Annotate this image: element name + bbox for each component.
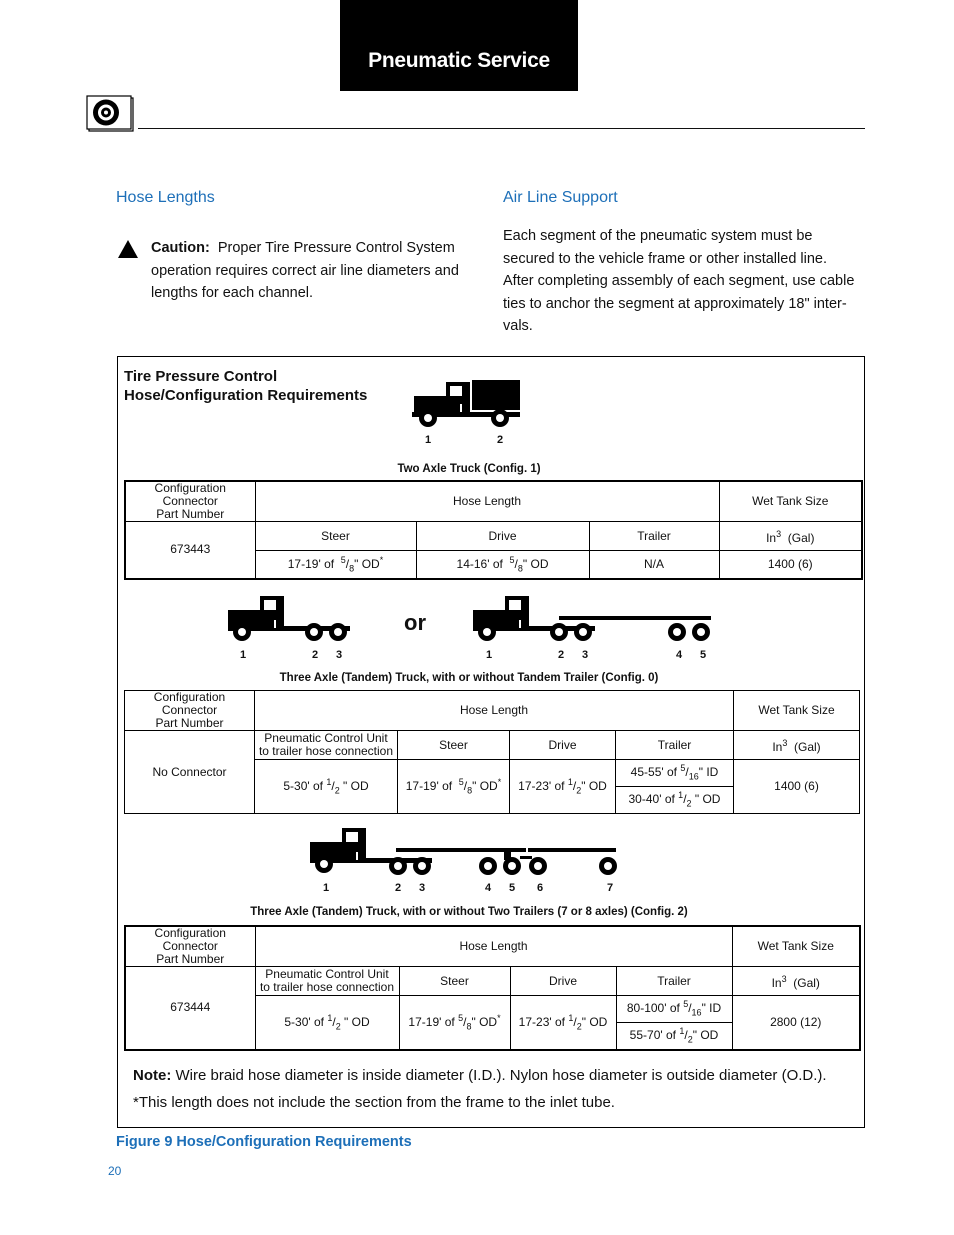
note xyxy=(133,1067,858,1084)
header-connector-line-1: Configuration Connector xyxy=(154,481,226,508)
frac-num: 1 xyxy=(567,776,573,787)
frac-num: 5 xyxy=(683,999,689,1010)
frac-den: 8 xyxy=(466,1020,472,1031)
wet-tank-size: 1400 (6) xyxy=(719,551,862,579)
pcu-len: 5-30' of xyxy=(284,1014,324,1029)
tractor-two-trailers-diagram xyxy=(308,826,623,878)
trailer-length-2 xyxy=(616,1023,732,1050)
footnote-mark: * xyxy=(379,554,384,565)
axle-label: 6 xyxy=(537,882,544,894)
air-line-3: After completing assembly of each segment, use cable xyxy=(503,273,855,289)
header-steer: Steer xyxy=(398,731,510,760)
axle-label: 4 xyxy=(485,882,492,894)
frac-num: 5 xyxy=(509,554,515,565)
part-number: 673444 xyxy=(125,967,255,1050)
frac-slash: / xyxy=(685,765,689,780)
steer-len: 17-19' of xyxy=(405,778,453,793)
frac-den: 2 xyxy=(576,1020,582,1031)
header-unit xyxy=(734,731,860,760)
frac-slash: / xyxy=(688,1001,692,1016)
unit-exp: 3 xyxy=(781,973,787,984)
header-unit xyxy=(732,967,860,996)
unit-gal: (Gal) xyxy=(794,739,821,754)
config1-caption: Two Axle Truck (Config. 1) xyxy=(397,463,541,475)
header-drive: Drive xyxy=(510,967,616,996)
drive-length xyxy=(416,551,589,579)
header-connector-line-2: Part Number xyxy=(156,952,225,966)
header-pcu xyxy=(255,731,398,760)
header-wet-tank: Wet Tank Size xyxy=(719,481,862,522)
config1-table xyxy=(124,480,863,580)
header-wet-tank: Wet Tank Size xyxy=(734,691,860,731)
frac-den: 2 xyxy=(334,785,340,796)
frac-slash: / xyxy=(514,556,518,571)
drive-unit: " OD xyxy=(522,556,549,571)
trailer-unit-2: " OD xyxy=(691,792,721,807)
header-hose-length: Hose Length xyxy=(255,926,732,967)
header-connector-line-1: Configuration Connector xyxy=(154,926,226,953)
header-connector-line-2: Part Number xyxy=(155,716,224,730)
frac-slash: / xyxy=(331,778,335,793)
frac-num: 5 xyxy=(680,763,686,774)
pcu-unit: " OD xyxy=(339,778,369,793)
unit-gal: (Gal) xyxy=(793,975,820,990)
tractor-tandem-trailer-diagram xyxy=(471,594,716,644)
pcu-len: 5-30' of xyxy=(283,778,323,793)
frac-num: 1 xyxy=(327,1012,333,1023)
header-pcu-line-1: Pneumatic Control Unit xyxy=(264,731,388,745)
frac-den: 2 xyxy=(576,785,582,796)
pcu-length xyxy=(255,996,399,1050)
header-trailer: Trailer xyxy=(616,967,732,996)
or-label: or xyxy=(404,610,426,635)
axle-label: 4 xyxy=(676,649,683,661)
three-axle-tractor-diagram xyxy=(226,594,354,644)
air-line-4: ties to anchor the segment at approximately 18" inter- xyxy=(503,295,847,312)
caution-icon xyxy=(118,240,138,258)
note-text: Wire braid hose diameter is inside diameter (I.D.). Nylon hose diameter is outside diameter (O.D.). xyxy=(175,1067,827,1084)
config2-table xyxy=(124,925,861,1051)
axle-label: 3 xyxy=(582,649,589,661)
header-connector-line-1: Configuration Connector xyxy=(153,690,226,717)
axle-label: 5 xyxy=(700,649,707,661)
drive-unit: " OD xyxy=(581,1014,608,1029)
note-label: Note: xyxy=(133,1067,172,1084)
drive-length xyxy=(510,996,616,1050)
drive-len: 14-16' of xyxy=(456,556,503,571)
pcu-length xyxy=(255,760,398,814)
drive-length xyxy=(510,760,616,814)
frac-den: 8 xyxy=(517,562,523,573)
two-axle-truck-diagram xyxy=(410,378,525,428)
header-trailer: Trailer xyxy=(589,522,719,551)
tire-icon xyxy=(86,95,136,133)
header-pcu xyxy=(255,967,399,996)
steer-unit: " OD xyxy=(471,1014,498,1029)
drive-len: 17-23' of xyxy=(518,778,565,793)
caution-paragraph xyxy=(151,237,481,305)
trailer-len-1: 45-55' of xyxy=(630,765,677,780)
steer-unit: " OD xyxy=(354,556,380,571)
unit-exp: 3 xyxy=(782,737,788,748)
unit-in: In xyxy=(766,530,777,545)
caution-line-2: operation requires correct air line diameters and xyxy=(151,262,459,279)
figure-title-line-1: Tire Pressure Control xyxy=(124,368,278,385)
section-header: Pneumatic Service xyxy=(340,0,578,91)
axle-label: 1 xyxy=(323,882,330,894)
header-unit xyxy=(719,522,862,551)
caution-line-3: lengths for each channel. xyxy=(151,285,314,301)
unit-in: In xyxy=(771,975,782,990)
trailer-length-1 xyxy=(616,996,732,1023)
header-hose-length: Hose Length xyxy=(255,481,719,522)
wet-tank-size: 2800 (12) xyxy=(732,996,860,1050)
frac-slash: / xyxy=(345,556,350,571)
axle-label: 5 xyxy=(509,882,516,894)
part-number: 673443 xyxy=(125,522,255,579)
axle-label: 2 xyxy=(395,882,402,894)
pcu-unit: " OD xyxy=(340,1014,370,1029)
frac-num: 1 xyxy=(326,776,332,787)
axle-label: 2 xyxy=(558,649,565,661)
steer-length xyxy=(255,551,416,579)
drive-len: 17-23' of xyxy=(518,1014,565,1029)
header-pcu-line-2: to trailer hose connection xyxy=(259,980,395,994)
header-drive: Drive xyxy=(510,731,616,760)
air-line-2: secured to the vehicle frame or other installed line. xyxy=(503,250,828,267)
header-trailer: Trailer xyxy=(616,731,734,760)
axle-label: 3 xyxy=(336,649,343,661)
frac-den: 2 xyxy=(335,1020,341,1031)
header-steer: Steer xyxy=(255,522,416,551)
frac-den: 8 xyxy=(467,785,473,796)
axle-label: 1 xyxy=(425,434,432,446)
steer-len: 17-19' of xyxy=(287,556,335,571)
trailer-unit-1: " ID xyxy=(698,765,719,780)
caution-label: Caution: xyxy=(151,240,210,256)
steer-len: 17-19' of xyxy=(408,1014,455,1029)
frac-den: 16 xyxy=(688,771,699,782)
trailer-length-2 xyxy=(616,787,734,814)
header-hose-length: Hose Length xyxy=(255,691,734,731)
frac-slash: / xyxy=(683,792,687,807)
air-line-support-heading: Air Line Support xyxy=(503,189,618,206)
trailer-len-1: 80-100' of xyxy=(626,1001,680,1016)
hose-lengths-heading: Hose Lengths xyxy=(116,189,215,206)
header-pcu-line-2: to trailer hose connection xyxy=(258,744,394,758)
frac-num: 5 xyxy=(340,554,346,565)
wet-tank-size: 1400 (6) xyxy=(734,760,860,814)
footnote: *This length does not include the section from the frame to the inlet tube. xyxy=(133,1094,615,1111)
config0-table xyxy=(124,690,860,814)
axle-label: 1 xyxy=(486,649,493,661)
header-pcu-line-1: Pneumatic Control Unit xyxy=(265,967,389,981)
unit-gal: (Gal) xyxy=(787,530,815,545)
frac-num: 5 xyxy=(458,1012,464,1023)
header-steer: Steer xyxy=(399,967,510,996)
steer-unit: " OD xyxy=(472,778,498,793)
header-wet-tank: Wet Tank Size xyxy=(732,926,860,967)
frac-num: 1 xyxy=(678,790,684,801)
frac-num: 5 xyxy=(458,776,464,787)
header-drive: Drive xyxy=(416,522,589,551)
trailer-len-2: 30-40' of xyxy=(628,792,675,807)
frac-slash: / xyxy=(684,1028,688,1043)
caution-line-1: Proper Tire Pressure Control System xyxy=(217,240,455,256)
trailer-unit-1: " ID xyxy=(701,1001,722,1016)
axle-label: 3 xyxy=(419,882,426,894)
axle-label: 1 xyxy=(240,649,247,661)
footnote-mark: * xyxy=(497,1012,501,1023)
footnote-mark: * xyxy=(497,776,502,787)
frac-den: 2 xyxy=(686,798,692,809)
header-connector-line-2: Part Number xyxy=(156,507,225,521)
frac-slash: / xyxy=(332,1014,336,1029)
axle-label: 2 xyxy=(497,434,504,446)
frac-slash: / xyxy=(572,778,577,793)
frac-den: 16 xyxy=(691,1007,702,1018)
steer-length xyxy=(399,996,510,1050)
axle-label: 2 xyxy=(312,649,319,661)
frac-slash: / xyxy=(463,778,468,793)
trailer-unit-2: " OD xyxy=(692,1028,719,1043)
figure-title xyxy=(124,367,367,405)
air-line-1: Each segment of the pneumatic system must be xyxy=(503,228,813,244)
drive-unit: " OD xyxy=(581,778,607,793)
frac-slash: / xyxy=(463,1014,467,1029)
figure-title-line-2: Hose/Configuration Requirements xyxy=(124,387,368,404)
frac-den: 8 xyxy=(349,562,355,573)
trailer-len-2: 55-70' of xyxy=(629,1028,676,1043)
figure-caption: Figure 9 Hose/Configuration Requirements xyxy=(116,1134,412,1150)
air-line-paragraph xyxy=(503,225,863,338)
frac-num: 1 xyxy=(568,1012,574,1023)
steer-length xyxy=(398,760,510,814)
trailer-length-1 xyxy=(616,760,734,787)
header-connector xyxy=(125,691,255,731)
header-connector xyxy=(125,926,255,967)
air-line-5: vals. xyxy=(503,318,533,334)
header-rule xyxy=(138,128,865,129)
frac-num: 1 xyxy=(679,1026,685,1037)
frac-slash: / xyxy=(573,1014,577,1029)
unit-exp: 3 xyxy=(776,528,782,539)
part-number: No Connector xyxy=(125,731,255,814)
frac-den: 2 xyxy=(687,1034,693,1045)
config0-caption: Three Axle (Tandem) Truck, with or without Tandem Trailer (Config. 0) xyxy=(279,672,659,684)
trailer-length: N/A xyxy=(589,551,719,579)
header-connector xyxy=(125,481,255,522)
config2-caption: Three Axle (Tandem) Truck, with or without Two Trailers (7 or 8 axles) (Config. 2) xyxy=(250,906,688,918)
page-number: 20 xyxy=(108,1164,122,1178)
unit-in: In xyxy=(772,739,783,754)
axle-label: 7 xyxy=(607,882,614,894)
